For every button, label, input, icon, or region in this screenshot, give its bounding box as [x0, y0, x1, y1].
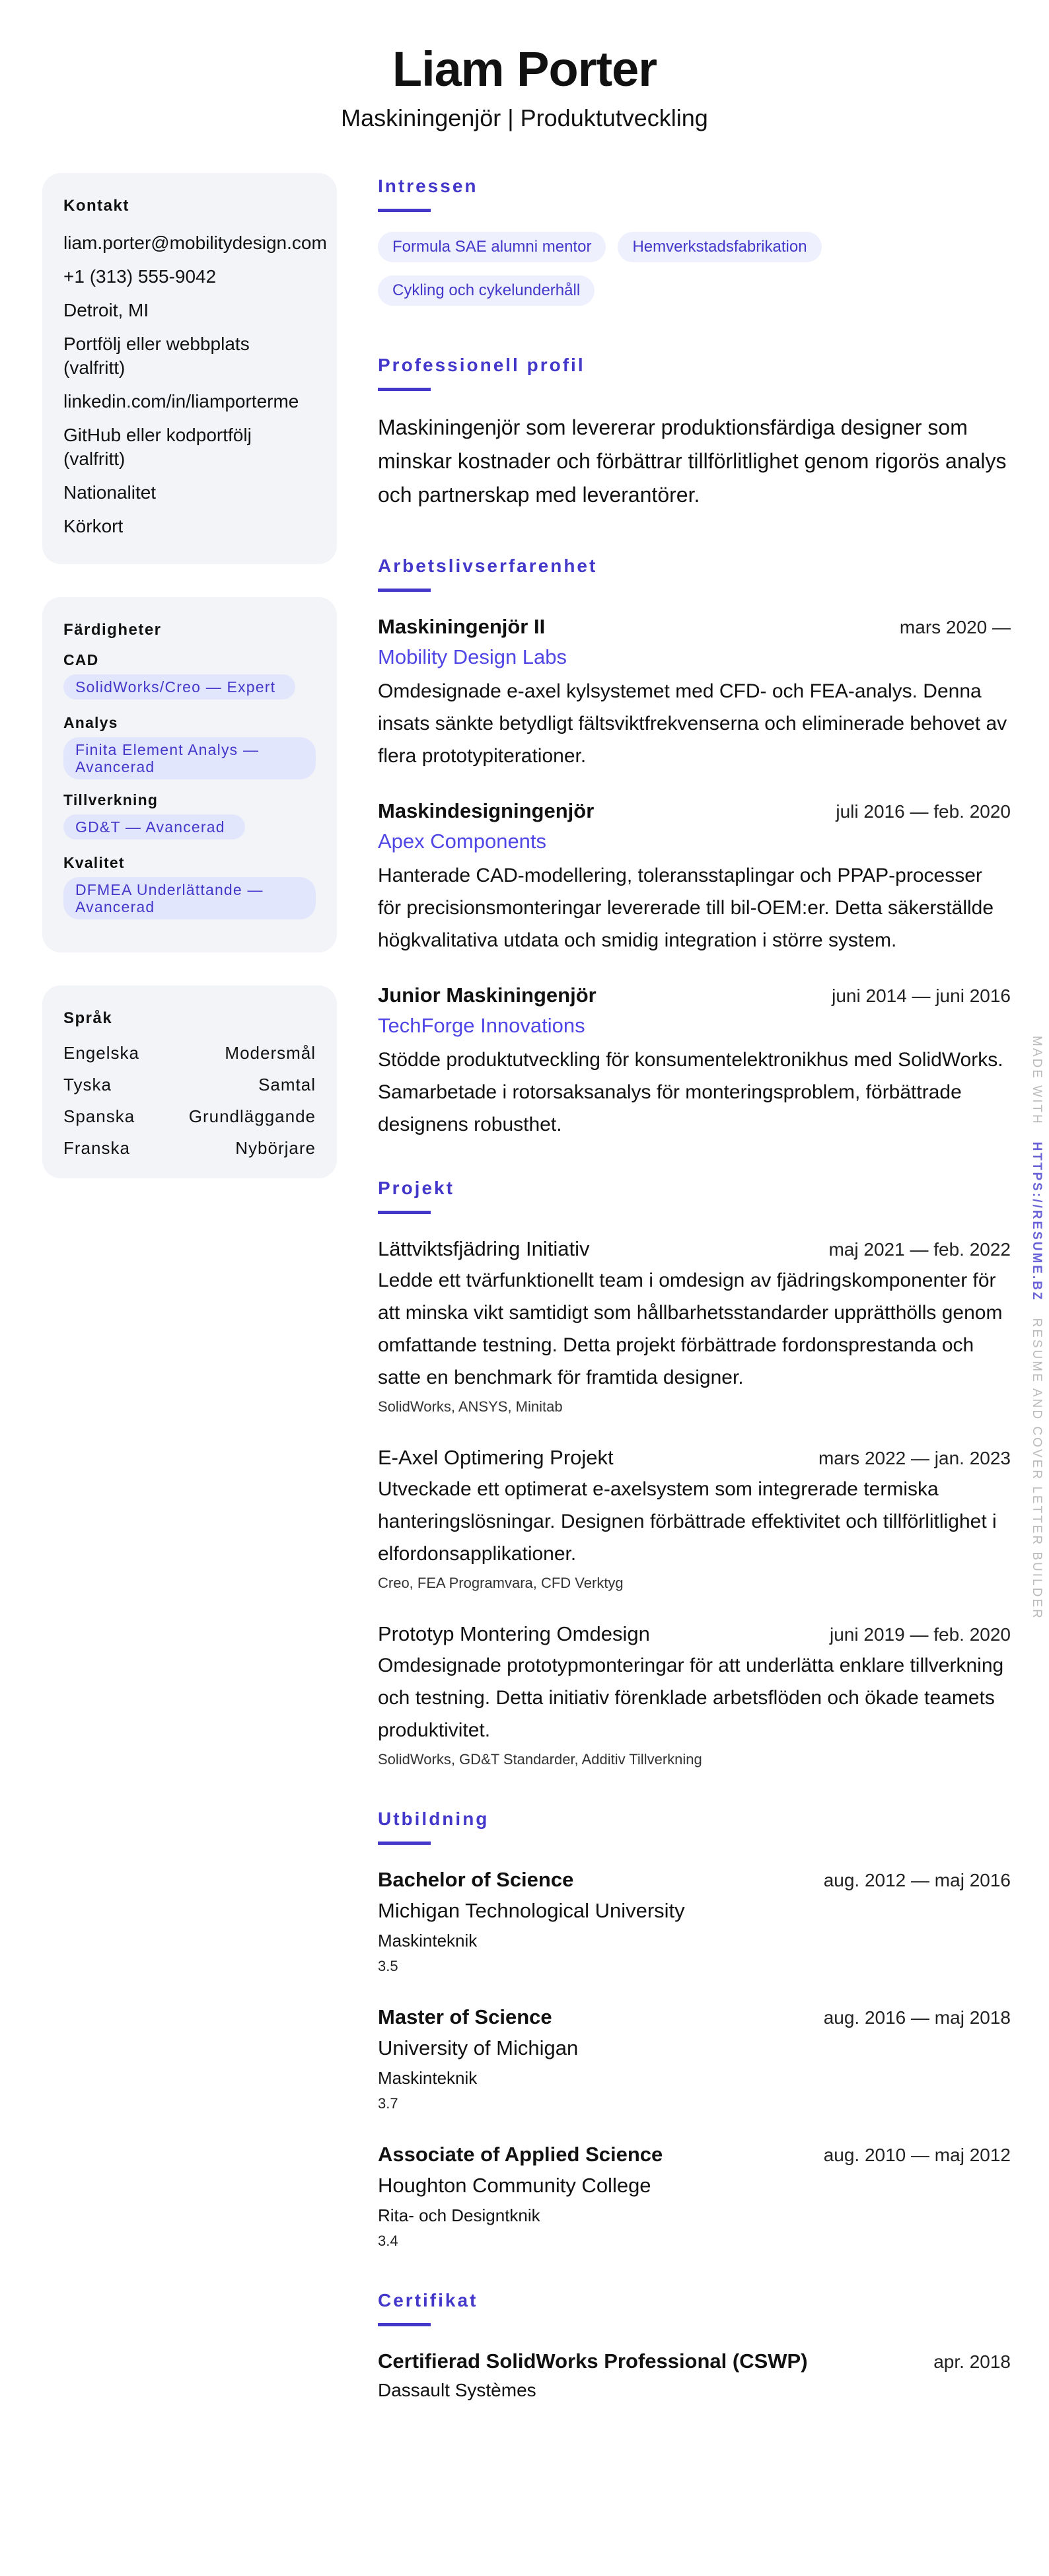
interest-chips	[378, 232, 1011, 306]
language-row	[63, 1069, 316, 1100]
job-date: mars 2020 —	[899, 617, 1011, 637]
job-company: TechForge Innovations	[378, 1014, 585, 1037]
field-of-study: Maskinteknik	[378, 2068, 478, 2088]
section-divider	[378, 1842, 431, 1845]
degree: Associate of Applied Science	[378, 2143, 663, 2166]
skill-chip: DFMEA Underlättande — Avancerad	[63, 877, 316, 919]
section-divider	[378, 1211, 431, 1214]
certificate-name: Certifierad SolidWorks Professional (CSWP)	[378, 2349, 808, 2373]
education-entry	[378, 1865, 1011, 1978]
language-level: Grundläggande	[188, 1106, 316, 1126]
interests-section	[378, 173, 1011, 306]
language-level: Modersmål	[225, 1043, 316, 1063]
projects-section	[378, 1175, 1011, 1771]
project-title: E-Axel Optimering Projekt	[378, 1446, 614, 1469]
section-divider	[378, 2323, 431, 2326]
project-entry	[378, 1234, 1011, 1419]
gpa: 3.5	[378, 1958, 398, 1974]
job-title: Maskindesigningenjör	[378, 799, 595, 822]
main-column	[378, 173, 1011, 2439]
candidate-subtitle: Maskiningenjör | Produktutveckling	[341, 104, 708, 131]
job-description: Omdesignade e-axel kylsystemet med CFD- och FEA-analys. Denna insats sänkte betydligt fältsviktfrekvenserna och eliminerade behovet av flera prototypiterationer.	[378, 680, 1007, 767]
contact-heading: Kontakt	[63, 197, 129, 215]
certificate-entry	[378, 2346, 1011, 2404]
education-date: aug. 2016 — maj 2018	[823, 2007, 1011, 2028]
contact-location: Detroit, MI	[63, 300, 149, 320]
project-tech: Creo, FEA Programvara, CFD Verktyg	[378, 1575, 624, 1591]
language-level: Samtal	[258, 1075, 316, 1094]
profile-text: Maskiningenjör som levererar produktionsfärdiga designer som minskar kostnader och förbättrar tillförlitlighet genom rigorös analys och partnerskap med leverantörer.	[378, 415, 1007, 507]
section-title: Professionell profil	[378, 355, 585, 375]
language-level: Nybörjare	[235, 1138, 316, 1158]
language-row	[63, 1100, 316, 1132]
profile-section	[378, 352, 1011, 512]
certificate-date: apr. 2018	[933, 2351, 1011, 2372]
project-entry	[378, 1443, 1011, 1595]
project-tech: SolidWorks, ANSYS, Minitab	[378, 1398, 563, 1415]
job-title: Junior Maskiningenjör	[378, 984, 597, 1007]
skills-heading: Färdigheter	[63, 621, 162, 639]
contact-portfolio: Portfölj eller webbplats (valfritt)	[63, 334, 250, 378]
section-title: Utbildning	[378, 1808, 489, 1829]
job-date: juni 2014 — juni 2016	[832, 985, 1011, 1006]
section-title: Intressen	[378, 176, 478, 196]
section-title: Certifikat	[378, 2290, 478, 2310]
education-entry	[378, 2002, 1011, 2116]
language-row	[63, 1037, 316, 1069]
school: Michigan Technological University	[378, 1899, 685, 1922]
skill-chip: GD&T — Avancerad	[63, 814, 245, 840]
education-date: aug. 2010 — maj 2012	[823, 2145, 1011, 2165]
watermark-prefix: MADE WITH	[1030, 1036, 1044, 1126]
interest-chip: Cykling och cykelunderhåll	[378, 275, 595, 306]
project-description: Utveckade ett optimerat e-axelsystem som integrerade termiska hanteringslösningar. Designen förbättrade effektivitet och tillförlitlighet i elfordonsapplikationer.	[378, 1478, 997, 1565]
watermark	[1029, 1036, 1044, 1620]
contact-card	[42, 173, 337, 564]
watermark-suffix: RESUME AND COVER LETTER BUILDER	[1030, 1318, 1044, 1620]
education-section	[378, 1806, 1011, 2253]
skill-chip: SolidWorks/Creo — Expert	[63, 674, 295, 699]
section-divider	[378, 388, 431, 391]
contact-nationality: Nationalitet	[63, 482, 157, 503]
language-name: Spanska	[63, 1106, 135, 1126]
job-company: Mobility Design Labs	[378, 645, 567, 668]
project-description: Omdesignade prototypmonteringar för att underlätta enklare tillverkning och testning. Detta initiativ förenklade arbetsflöden och ökade teamets produktivitet.	[378, 1655, 1004, 1741]
project-date: maj 2021 — feb. 2022	[828, 1239, 1011, 1260]
skill-category: CAD	[63, 651, 99, 668]
sidebar	[42, 173, 337, 1211]
language-name: Engelska	[63, 1043, 139, 1063]
job-entry	[378, 980, 1011, 1141]
language-name: Tyska	[63, 1075, 112, 1094]
skill-chip: Finita Element Analys — Avancerad	[63, 737, 316, 779]
interest-chip: Formula SAE alumni mentor	[378, 232, 606, 262]
interest-chip: Hemverkstadsfabrikation	[618, 232, 821, 262]
school: University of Michigan	[378, 2036, 579, 2059]
project-entry	[378, 1619, 1011, 1771]
project-date: juni 2019 — feb. 2020	[830, 1624, 1011, 1645]
project-date: mars 2022 — jan. 2023	[818, 1448, 1011, 1468]
job-description: Hanterade CAD-modellering, toleransstaplingar och PPAP-processer för precisionsmonteringar levererade till bil-OEM:er. Detta säkerställde högkvalitativa utdata och smidig integration i större system.	[378, 865, 994, 951]
language-name: Franska	[63, 1138, 130, 1158]
job-date: juli 2016 — feb. 2020	[836, 801, 1011, 822]
contact-github: GitHub eller kodportfölj (valfritt)	[63, 425, 252, 469]
field-of-study: Rita- och Designtknik	[378, 2205, 540, 2225]
school: Houghton Community College	[378, 2174, 651, 2197]
education-entry	[378, 2139, 1011, 2253]
skill-category: Tillverkning	[63, 791, 159, 808]
certificate-issuer: Dassault Systèmes	[378, 2380, 536, 2400]
degree: Master of Science	[378, 2005, 552, 2028]
job-company: Apex Components	[378, 830, 547, 853]
skills-card	[42, 597, 337, 952]
section-divider	[378, 209, 431, 212]
candidate-name: Liam Porter	[392, 42, 657, 96]
education-date: aug. 2012 — maj 2016	[823, 1870, 1011, 1890]
skill-category: Kvalitet	[63, 854, 125, 871]
languages-heading: Språk	[63, 1009, 113, 1027]
contact-email[interactable]: liam.porter@mobilitydesign.com	[63, 233, 327, 253]
language-row	[63, 1132, 316, 1164]
contact-phone[interactable]: +1 (313) 555-9042	[63, 266, 217, 287]
languages-card	[42, 985, 337, 1178]
watermark-link[interactable]: HTTPS://RESUME.BZ	[1030, 1141, 1044, 1302]
section-divider	[378, 589, 431, 592]
job-description: Stödde produktutveckling för konsumentelektronikhus med SolidWorks. Samarbetade i rotorsaksanalys för monteringsproblem, förbättrade designens robusthet.	[378, 1049, 1003, 1135]
project-title: Prototyp Montering Omdesign	[378, 1622, 650, 1645]
section-title: Arbetslivserfarenhet	[378, 555, 598, 576]
project-description: Ledde ett tvärfunktionellt team i omdesign av fjädringskomponenter för att minska vikt samtidigt som hållbarhetsstandarder upprätthölls genom omfattande testning. Detta projekt förbättrade fordonsprestanda och satte en benchmark för framtida designer.	[378, 1270, 1003, 1388]
degree: Bachelor of Science	[378, 1868, 574, 1891]
gpa: 3.7	[378, 2095, 398, 2112]
certificates-section	[378, 2287, 1011, 2404]
gpa: 3.4	[378, 2233, 398, 2249]
project-title: Lättviktsfjädring Initiativ	[378, 1237, 590, 1260]
resume-header	[0, 40, 1049, 135]
skill-category: Analys	[63, 714, 118, 731]
job-title: Maskiningenjör II	[378, 615, 546, 638]
project-tech: SolidWorks, GD&T Standarder, Additiv Tillverkning	[378, 1751, 702, 1768]
contact-license: Körkort	[63, 516, 124, 536]
field-of-study: Maskinteknik	[378, 1931, 478, 1950]
job-entry	[378, 612, 1011, 772]
section-title: Projekt	[378, 1178, 454, 1198]
experience-section	[378, 553, 1011, 1141]
job-entry	[378, 796, 1011, 956]
contact-linkedin[interactable]: linkedin.com/in/liamporterme	[63, 391, 299, 411]
